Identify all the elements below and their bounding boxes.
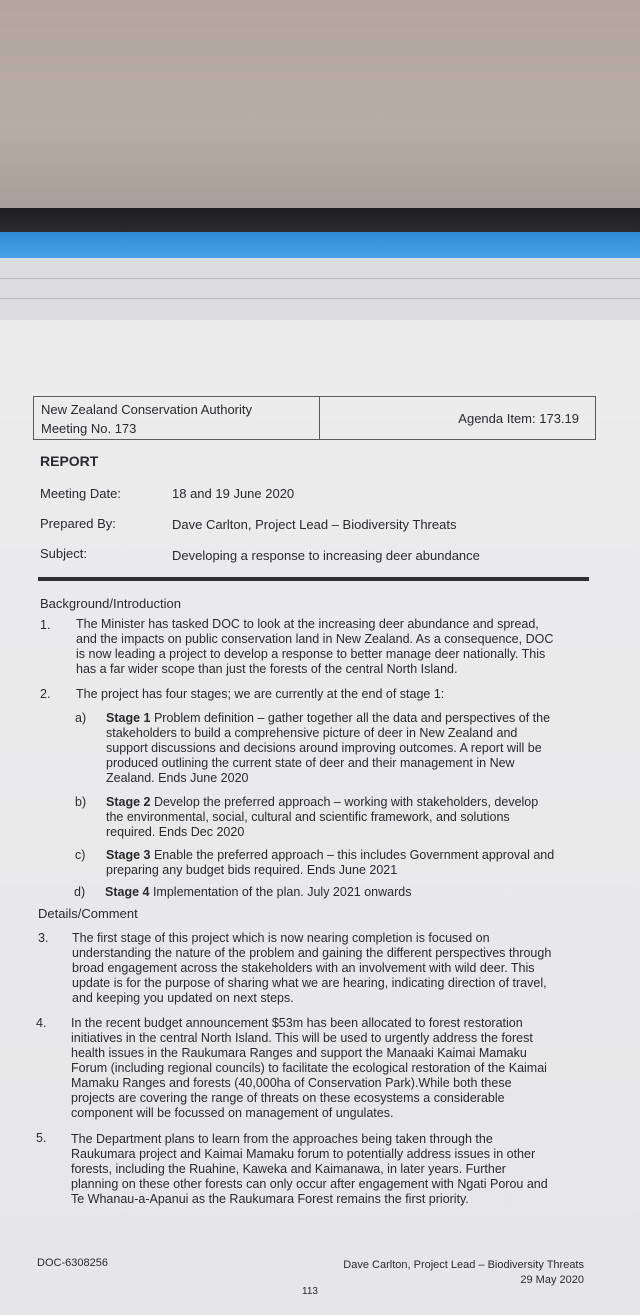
para-number: 4. [36,1016,47,1030]
section-heading-background: Background/Introduction [40,596,181,611]
paragraph-4: In the recent budget announcement $53m has been allocated to forest restoration initiatives in the central North Island. This will be used to urgently address the forest health issues in the Raukumara Ranges and support the Manaaki Kaimai Mamaku Forum (including regional councils) to facilitate the ecological restoration of the Kaimai Mamaku Ranges and forests (40,000ha of Conservation Park).While both these projects are covering the range of threats on these ecosystems a considerable component will be focussed on management of ungulates. [71,1016,547,1120]
background-wall [0,0,640,210]
para-number: 2. [40,687,51,701]
meeting-number: Meeting No. 173 [41,421,137,436]
prepared-by-label: Prepared By: [40,516,116,531]
section-heading-details: Details/Comment [38,906,138,921]
para-number: 3. [38,931,49,945]
report-title: REPORT [40,453,99,469]
stage-2-item: Stage 2 Develop the preferred approach – working with stakeholders, develop the environmental, social, cultural and scientific framework, and solutions required. Ends Dec 2020 [106,795,539,839]
stage-1-item: Stage 1 Problem definition – gather together all the data and perspectives of the stakeholders to build a comprehensive picture of deer in New Zealand and support discussions and decisions around improving outcomes. A report will be produced outlining the current state of deer and their management in New Zealand. Ends June 2020 [106,711,551,785]
header-box [33,396,596,440]
paragraph-2: The project has four stages; we are currently at the end of stage 1: [76,687,445,701]
agenda-item: Agenda Item: 173.19 [458,410,579,426]
meeting-date-label: Meeting Date: [40,486,121,501]
paragraph-1: The Minister has tasked DOC to look at the increasing deer abundance and spread, and the impacts on public conservation land in New Zealand. As a consequence, DOC is now leading a project to develop a response to better manage deer nationally. This has a far wider scope than just the forests of the central North Island. [76,617,554,676]
stage-label: a) [75,711,87,725]
subject-value: Developing a response to increasing deer abundance [172,548,480,563]
stage-4-item: Stage 4 Implementation of the plan. July 2021 onwards [105,885,412,899]
subject-label: Subject: [40,546,87,561]
meeting-date-value: 18 and 19 June 2020 [172,486,295,501]
page-number: 113 [302,1286,318,1297]
footer-date: 29 May 2020 [520,1274,584,1286]
divider-rule [38,577,589,581]
paragraph-5: The Department plans to learn from the approaches being taken through the Raukumara project and Kaimai Mamaku forum to potentially address issues in other forests, including the Ruahine, Kaweka and Kaimanawa, in later years. Further planning on these other forests can only occur after engagement with Ngati Porou and Te Whanau-a-Apanui as the Raukumara Forest remains the first priority. [71,1132,548,1206]
header-left [34,397,320,439]
footer-author: Dave Carlton, Project Lead – Biodiversity Threats [343,1259,584,1271]
stage-label: d) [74,885,86,899]
para-number: 1. [40,618,51,632]
monitor-bezel [0,208,640,232]
paragraph-3: The first stage of this project which is now nearing completion is focused on understanding the nature of the problem and gaining the different perspectives through broad engagement across the stakeholders with an involvement with wild deer. This update is for the purpose of sharing what we are hearing, indicating direction of travel, and keeping you updated on next steps. [72,931,552,1005]
stage-label: c) [75,848,86,862]
app-toolbar [0,258,640,321]
stage-label: b) [75,795,87,809]
para-number: 5. [36,1131,47,1145]
footer-doc-id: DOC-6308256 [37,1257,108,1269]
stage-3-item: Stage 3 Enable the preferred approach – this includes Government approval and preparing any budget bids required. Ends June 2021 [106,848,555,877]
org-name: New Zealand Conservation Authority [41,402,253,417]
app-title-bar [0,232,640,258]
prepared-by-value: Dave Carlton, Project Lead – Biodiversity Threats [172,517,457,532]
